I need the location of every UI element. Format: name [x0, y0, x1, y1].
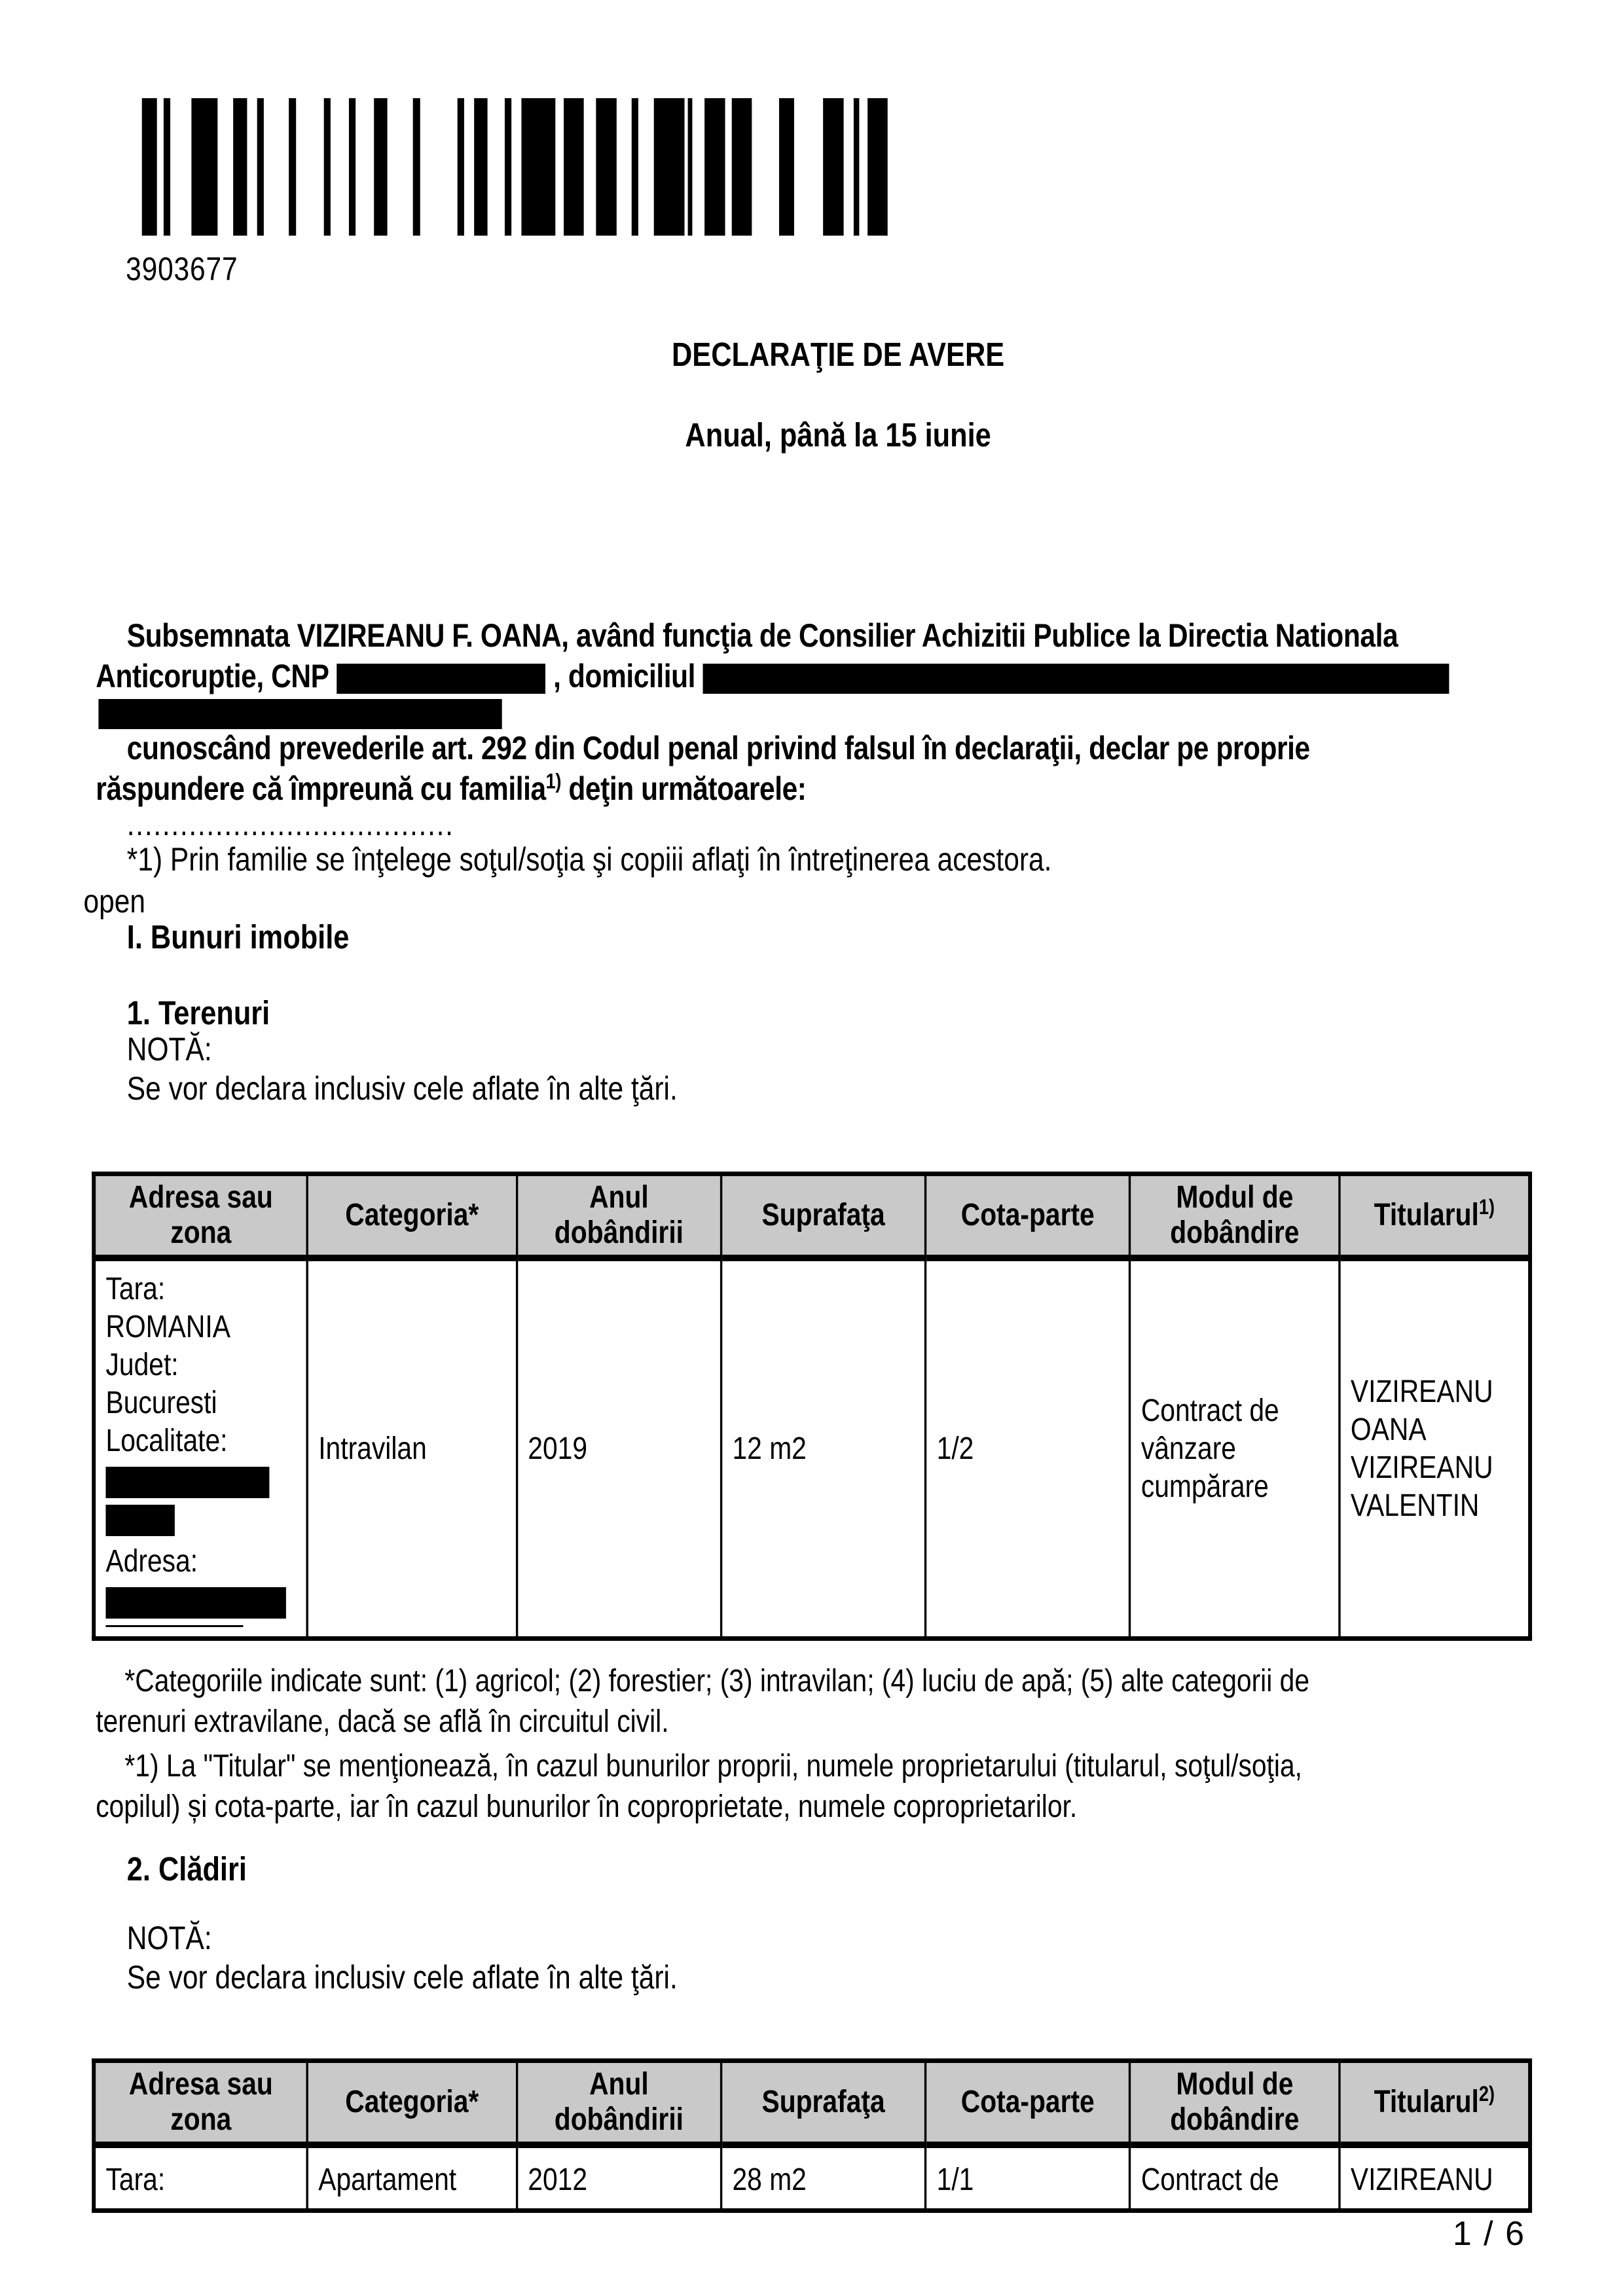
header-titularul-2 — [1340, 2061, 1530, 2145]
cell-cota: 1/2 — [926, 1258, 1130, 1639]
declarant-line-3 — [96, 699, 1537, 729]
header-modul: Modul de dobândire — [1130, 1174, 1340, 1259]
tara-value: ROMANIA — [105, 1310, 230, 1344]
judet-label: Judet: — [105, 1348, 179, 1382]
header-titularul-sup: 1) — [1478, 1195, 1495, 1219]
header-suprafata: Suprafaţa — [721, 1174, 925, 1259]
oath-line-1: cunoscând prevederile art. 292 din Codul penal privind falsul în declaraţii, declar pe proprie — [126, 730, 1310, 766]
subsection-title-terenuri: 1. Terenuri — [126, 994, 270, 1031]
cell2-adresa: Tara: — [94, 2145, 307, 2211]
cell-titular: VIZIREANU OANA VIZIREANU VALENTIN — [1340, 1258, 1530, 1639]
table-terenuri — [92, 1172, 1532, 1641]
address-redaction-box — [98, 699, 501, 729]
section-title-bunuri-imobile: I. Bunuri imobile — [126, 918, 350, 956]
header-cota: Cota-parte — [926, 1174, 1130, 1259]
footnote-categorii: *Categoriile indicate sunt: (1) agricol; (2) forestier; (3) intravilan; (4) luciu de apă; (5) alte categorii de terenuri extravilane, dacă se află în circuitul civil. — [96, 1664, 1310, 1739]
header-modul-2: Modul de dobândire — [1130, 2061, 1340, 2145]
family-footnote: *1) Prin familie se înţelege soţul/soţia şi copiii aflaţi în întreţinerea acestora. — [126, 841, 1052, 878]
header-anul: Anul dobândirii — [517, 1174, 721, 1259]
stray-text: open — [83, 883, 146, 920]
adresa-redaction-2 — [106, 1625, 244, 1627]
cnp-redaction-box — [337, 664, 546, 694]
dotted-line: ..................................... — [126, 806, 454, 842]
header-titularul-2-text: Titularul — [1374, 2085, 1479, 2119]
cell2-titular: VIZIREANU — [1340, 2145, 1530, 2211]
localitate-redaction-1 — [106, 1467, 270, 1498]
header-categoria: Categoria* — [307, 1174, 517, 1259]
localitate-label: Localitate: — [105, 1424, 228, 1458]
page-number: 1 / 6 — [1452, 2215, 1525, 2253]
oath-paragraph — [96, 728, 1537, 809]
table-cladiri-header-row — [94, 2061, 1530, 2145]
header-titularul-2-sup: 2) — [1478, 2082, 1495, 2106]
table-cladiri — [92, 2058, 1532, 2213]
document-title: DECLARAŢIE DE AVERE — [671, 336, 1005, 373]
cell-categoria: Intravilan — [307, 1258, 517, 1639]
localitate-redaction-2 — [106, 1505, 175, 1536]
cnp-label: Anticoruptie, CNP — [96, 658, 329, 694]
oath-line-2-text: răspundere că împreună cu familia — [96, 770, 546, 807]
domicile-redaction-box — [703, 664, 1450, 694]
subsection-title-cladiri: 2. Clădiri — [126, 1850, 247, 1888]
header-categoria-2: Categoria* — [307, 2061, 517, 2145]
adresa-content — [106, 1270, 297, 1627]
domicile-label: , domiciliul — [553, 658, 696, 694]
declarant-line-1: Subsemnata VIZIREANU F. OANA, având funcţia de Consilier Achizitii Publice la Directia Nationala — [126, 617, 1398, 654]
cell-suprafata: 12 m2 — [721, 1258, 925, 1639]
nota-label-terenuri: NOTĂ: — [126, 1031, 212, 1067]
header-cota-2: Cota-parte — [926, 2061, 1130, 2145]
footnote-titular: *1) La "Titular" se menţionează, în cazul bunurilor proprii, numele proprietarului (titularul, soţul/soţia, copilul) și cota-parte, iar în cazul bunurilor în coproprietate, numele coproprietarilor. — [96, 1749, 1302, 1824]
table-terenuri-row — [94, 1258, 1530, 1639]
cell-anul: 2019 — [517, 1258, 721, 1639]
declarant-line-2 — [96, 656, 1537, 696]
judet-value: Bucuresti — [105, 1386, 217, 1420]
cell2-modul: Contract de — [1130, 2145, 1340, 2211]
cell-modul: Contract de vânzare cumpărare — [1130, 1258, 1340, 1639]
oath-line-2-end: deţin următoarele: — [561, 770, 807, 807]
table-footnotes — [96, 1661, 1542, 1827]
cell-adresa — [94, 1258, 307, 1639]
header-adresa: Adresa sau zona — [94, 1174, 307, 1259]
nota-label-cladiri: NOTĂ: — [126, 1920, 212, 1956]
document-subtitle: Anual, până la 15 iunie — [685, 416, 991, 454]
nota-text-cladiri: Se vor declara inclusiv cele aflate în alte ţări. — [126, 1959, 678, 1996]
header-titularul-text: Titularul — [1374, 1198, 1479, 1232]
barcode-number: 3903677 — [126, 251, 238, 287]
adresa-redaction-1 — [106, 1587, 286, 1619]
header-suprafata-2: Suprafaţa — [721, 2061, 925, 2145]
cell2-cota: 1/1 — [926, 2145, 1130, 2211]
tara-label: Tara: — [105, 1272, 166, 1306]
adresa-label: Adresa: — [105, 1544, 198, 1579]
header-anul-2: Anul dobândirii — [517, 2061, 721, 2145]
cell2-suprafata: 28 m2 — [721, 2145, 925, 2211]
header-titularul — [1340, 1174, 1530, 1259]
header-adresa-2: Adresa sau zona — [94, 2061, 307, 2145]
table-cladiri-row — [94, 2145, 1530, 2211]
oath-line-2 — [96, 768, 1537, 809]
table-terenuri-header-row — [94, 1174, 1530, 1259]
cell2-anul: 2012 — [517, 2145, 721, 2211]
declarant-paragraph — [96, 615, 1537, 729]
footnote-ref-1: 1) — [545, 769, 562, 793]
nota-text-terenuri: Se vor declara inclusiv cele aflate în alte ţări. — [126, 1070, 678, 1107]
cell2-categoria: Apartament — [307, 2145, 517, 2211]
barcode — [142, 98, 888, 236]
